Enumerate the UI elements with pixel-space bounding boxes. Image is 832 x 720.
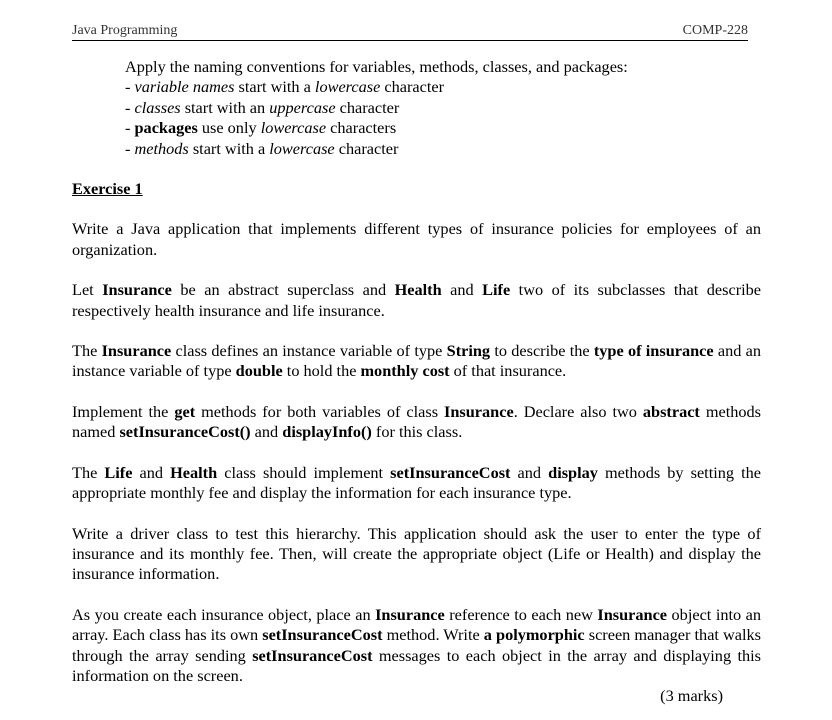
text-run: Write a Java application that implements different types of insurance policies for employees of an organization. — [72, 219, 761, 259]
text-run: start with an — [180, 97, 270, 117]
bold-text: setInsuranceCost — [252, 645, 373, 665]
text-run: two of its subclasses that describe respectively health insurance and life insurance. — [72, 280, 762, 320]
naming-conventions — [72, 57, 761, 159]
bold-text: monthly cost — [360, 361, 450, 381]
bold-text: Insurance — [375, 604, 445, 624]
text-run: to hold the — [282, 361, 361, 381]
bold-text: a polymorphic — [483, 625, 585, 645]
text-run: start with a — [188, 138, 270, 158]
text-run: and — [510, 462, 549, 482]
text-run: - — [125, 77, 135, 97]
exercise-title: Exercise 1 — [72, 179, 143, 199]
text-run: Let — [72, 280, 103, 300]
marks-label: (3 marks) — [660, 686, 723, 706]
text-run: object into an array. Each class has its own — [72, 604, 762, 645]
course-code: COMP-228 — [682, 23, 748, 38]
text-run: to describe the — [490, 341, 594, 361]
text-run: character — [380, 77, 445, 97]
bold-text: get — [174, 401, 196, 421]
paragraph — [72, 341, 761, 382]
bold-text: Life — [104, 462, 133, 482]
course-name: Java Programming — [72, 23, 178, 38]
paragraph — [72, 463, 761, 504]
convention-item — [125, 118, 761, 138]
text-run: method. Write — [382, 625, 484, 645]
text-run: of that insurance. — [449, 361, 567, 381]
bold-text: Life — [482, 280, 511, 300]
paragraph — [72, 605, 761, 687]
bold-text: String — [446, 341, 491, 361]
text-run: Implement the — [72, 401, 175, 421]
italic-text: lowercase — [269, 138, 335, 158]
bold-text: Insurance — [444, 401, 514, 421]
text-run: As you create each insurance object, place an — [72, 604, 376, 624]
page-header — [72, 22, 748, 41]
convention-item — [125, 98, 761, 118]
bold-text: Health — [394, 280, 442, 300]
convention-item — [125, 139, 761, 159]
document-body — [72, 57, 761, 707]
text-run: - — [125, 138, 135, 158]
text-run: character — [335, 97, 400, 117]
text-run: class should implement — [217, 462, 391, 482]
bold-text: Insurance — [597, 604, 668, 624]
bold-text: setInsuranceCost — [262, 625, 383, 645]
italic-text: classes — [134, 97, 181, 117]
italic-text: lowercase — [314, 77, 381, 97]
italic-text: uppercase — [269, 97, 336, 117]
text-run: methods named — [72, 401, 761, 442]
conventions-intro: Apply the naming conventions for variables, methods, classes, and packages: — [125, 57, 628, 76]
text-run: be an abstract superclass and — [171, 280, 395, 300]
bold-text: displayInfo() — [282, 422, 372, 442]
text-run: start with a — [234, 77, 315, 97]
text-run: The — [72, 462, 105, 482]
italic-text: methods — [134, 138, 189, 158]
bold-text: abstract — [642, 401, 700, 421]
bold-text: setInsuranceCost() — [119, 422, 251, 442]
paragraph — [72, 524, 761, 585]
text-run: - — [125, 118, 135, 138]
paragraph — [72, 219, 761, 260]
text-run: methods by setting the appropriate monthly fee and display the information for each insurance type. — [72, 462, 761, 503]
text-run: and — [250, 422, 283, 442]
bold-text: Insurance — [102, 280, 172, 300]
text-run: and — [441, 280, 483, 300]
text-run: . Declare also two — [513, 401, 643, 421]
text-run: for this class. — [371, 422, 463, 442]
convention-item — [125, 77, 761, 97]
bold-text: Insurance — [101, 341, 172, 361]
text-run: methods for both variables of class — [195, 401, 445, 421]
bold-text: Health — [170, 462, 218, 482]
text-run: reference to each new — [444, 604, 598, 624]
italic-text: lowercase — [260, 118, 327, 138]
bold-text: type of insurance — [593, 341, 714, 361]
text-run: character — [334, 138, 399, 158]
paragraph — [72, 402, 761, 443]
bold-text: display — [548, 462, 598, 482]
paragraph — [72, 280, 761, 321]
text-run: characters — [326, 118, 397, 138]
italic-text: variable names — [134, 77, 235, 97]
bold-text: setInsuranceCost — [390, 462, 511, 482]
text-run: and an instance variable of type — [72, 341, 761, 381]
bold-text: double — [235, 361, 283, 381]
text-run: Write a driver class to test this hierarchy. This application should ask the user to enter the type of insurance and its monthly fee. Then, will create the appropriate object (Life or Health) and display the insurance information. — [72, 523, 761, 584]
text-run: messages to each object in the array and displaying this information on the screen. — [72, 645, 761, 685]
text-run: The — [72, 341, 102, 361]
text-run: class defines an instance variable of type — [171, 341, 447, 361]
bold-text: packages — [134, 118, 198, 138]
text-run: use only — [197, 118, 261, 138]
text-run: - — [125, 97, 135, 117]
text-run: and — [132, 462, 171, 482]
text-run: screen manager that walks through the array sending — [72, 625, 762, 665]
